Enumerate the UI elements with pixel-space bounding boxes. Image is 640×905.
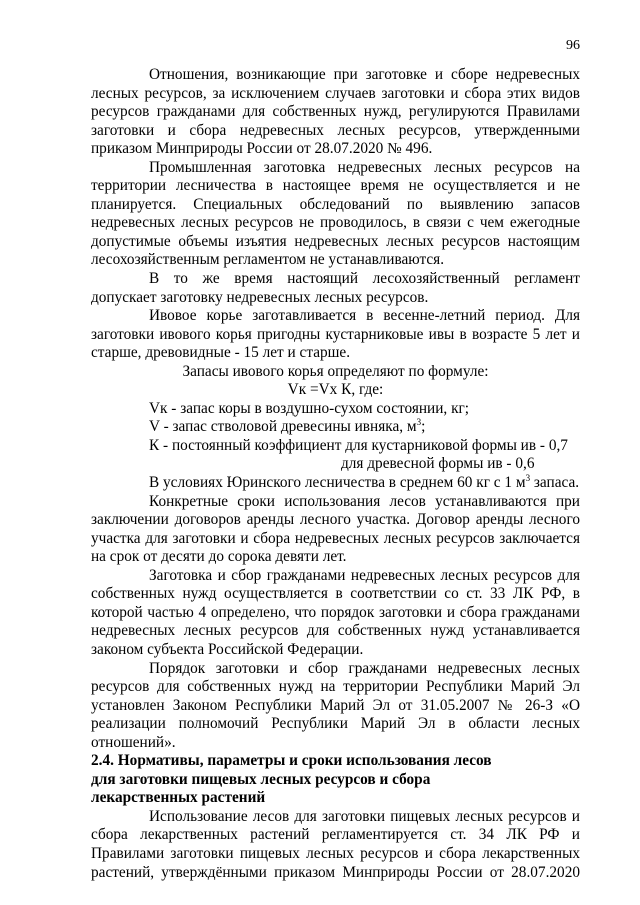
paragraph: Промышленная заготовка недревесных лесных ресурсов на территории лесничества в настоящее время не осуществляется и не планируется. Специальных обследований по выявлению запасов недревесных лесных ресурсов не проводилось, в связи с чем ежегодные допустимые объемы изъятия недревесных лесных ресурсов настоящим лесохозяйственным регламентом не устанавливаются. [91,158,580,269]
formula-definition: V - запас стволовой древесины ивняка, $м^3$; [149,417,426,436]
formula-definition: Vк - запас коры в воздушно-сухом состоянии, кг; [149,399,470,417]
section-heading [91,752,580,808]
section-heading-line: лекарственных растений [91,789,266,807]
paragraph: Отношения, возникающие при заготовке и сборе недревесных лесных ресурсов, за исключением случаев заготовки и сбора этих видов ресурсов гражданами для собственных нужд, регулируются Правилами заготовки и сбора недревесных лесных ресурсов, утвержденными приказом Минприроды России от 28.07.2020 № 496. [91,66,580,158]
section-heading-line: 2.4. Нормативы, параметры и сроки использования лесов [91,752,492,770]
page-number: 96 [566,38,580,53]
section-heading-line: для заготовки пищевых лесных ресурсов и сбора [91,770,431,788]
paragraph: Конкретные сроки использования лесов устанавливаются при заключении договоров аренды лесного участка. Договор аренды лесного участка для заготовки и сбора недревесных лесных ресурсов заключается на срок от десяти до сорока девяти лет. [91,492,580,566]
paragraph: В условиях Юринского лесничества в среднем 60 кг с 1 $м^3$ запаса. [149,473,580,492]
formula-definition: для древесной формы ив - 0,6 [341,455,535,473]
paragraph: Ивовое корье заготавливается в весенне-летний период. Для заготовки ивового корья пригодны кустарниковые ивы в возрасте 5 лет и старше, древовидные - 15 лет и старше. [91,307,580,362]
paragraph: Использование лесов для заготовки пищевых лесных ресурсов и сбора лекарственных растений регламентируется ст. 34 ЛК РФ и Правилами заготовки пищевых лесных ресурсов и сбора лекарственных растений, утверждёнными приказом Минприроды России от 28.07.2020 [91,807,580,881]
paragraph: Порядок заготовки и сбор гражданами недревесных лесных ресурсов для собственных нужд на территории Республики Марий Эл установлен Законом Республики Марий Эл от 31.05.2007 № 26-З «О реализации полномочий Республики Марий Эл в области лесных отношений». [91,659,580,751]
paragraph: Заготовка и сбор гражданами недревесных лесных ресурсов для собственных нужд осуществляется в соответствии со ст. 33 ЛК РФ, в которой частью 4 определено, что порядок заготовки и сбора гражданами недревесных лесных ресурсов для собственных нужд устанавливается законом субъекта Российской Федерации. [91,566,580,658]
document-body [91,66,580,882]
paragraph: В то же время настоящий лесохозяйственный регламент допускает заготовку недревесных лесных ресурсов. [91,270,580,306]
formula-definition: К - постоянный коэффициент для кустарниковой формы ив - 0,7 [149,436,568,454]
formula-intro: Запасы ивового корья определяют по формуле: [182,362,489,380]
formula: Vк =Vх К, где: [287,381,384,399]
